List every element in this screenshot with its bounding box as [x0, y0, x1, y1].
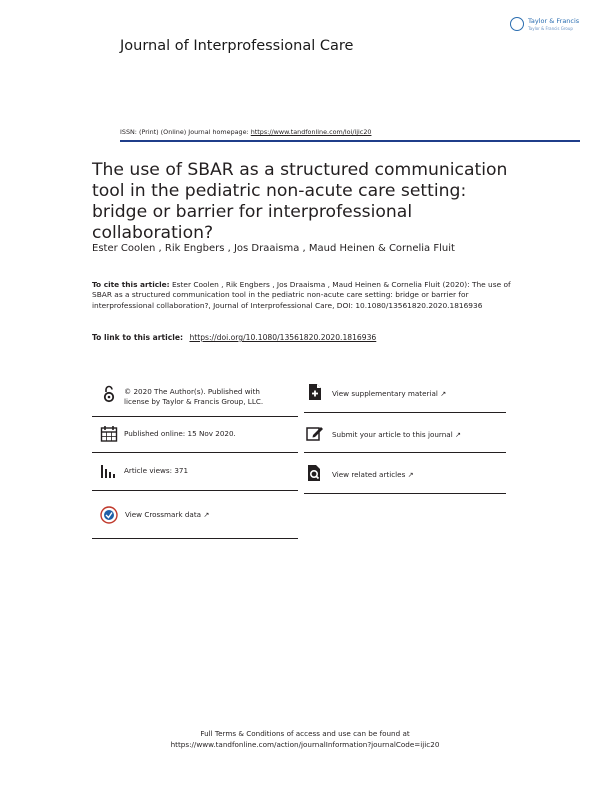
- submit-text: Submit your article to this journal: [332, 430, 453, 439]
- cite-text: Ester Coolen , Rik Engbers , Jos Draaisma , Maud Heinen & Cornelia Fluit (2020): The use of SBAR as a structured communication tool in the pediatric non-acute care setting: bridge or barrier for interprofessional collaboration?, Journal of Interprofessional Care, DOI: 10.1080/13561820.2020.1816936: [92, 280, 511, 310]
- issn-label: ISSN: (Print) (Online) Journal homepage:: [120, 128, 249, 136]
- views-text: Article views: 371: [124, 466, 189, 475]
- publisher-logo: [510, 15, 590, 37]
- crossmark-icon: [100, 506, 118, 524]
- publisher-name: Taylor & Francis: [528, 17, 580, 25]
- header-divider: [120, 140, 580, 142]
- footer-line-1: Full Terms & Conditions of access and use can be found at: [200, 729, 410, 738]
- related-articles-link[interactable]: [306, 464, 506, 484]
- license-line-1: © 2020 The Author(s). Published with: [124, 387, 260, 396]
- author-list: Ester Coolen , Rik Engbers , Jos Draaisma , Maud Heinen & Cornelia Fluit: [92, 243, 455, 254]
- article-title: The use of SBAR as a structured communication tool in the pediatric non-acute care setting: bridge or barrier for interprofessional collaboration?: [92, 160, 508, 243]
- meta-divider: [304, 412, 506, 413]
- footer-terms: [150, 728, 460, 750]
- supplementary-text: View supplementary material: [332, 389, 438, 398]
- license-line-2: license by Taylor & Francis Group, LLC.: [124, 397, 264, 406]
- meta-divider: [304, 493, 506, 494]
- published-date: [100, 425, 300, 445]
- doi-link[interactable]: https://doi.org/10.1080/13561820.2020.1816936: [189, 333, 377, 342]
- meta-divider: [92, 452, 298, 453]
- journal-title: Journal of Interprofessional Care: [120, 38, 354, 54]
- bar-chart-icon: [100, 462, 118, 480]
- crossmark-text: View Crossmark data: [125, 510, 202, 519]
- issn-line: [120, 128, 371, 136]
- meta-divider: [92, 416, 298, 417]
- external-link-icon: ↗: [440, 389, 447, 398]
- external-link-icon: ↗: [203, 510, 210, 519]
- calendar-icon: [100, 425, 118, 443]
- external-link-icon: ↗: [407, 470, 414, 479]
- open-access-license: [100, 385, 300, 409]
- open-access-icon: [100, 385, 118, 403]
- crossmark-link[interactable]: [100, 506, 300, 526]
- citation-block: [92, 280, 522, 311]
- publisher-sub: Taylor & Francis Group: [528, 26, 573, 31]
- file-plus-icon: [306, 383, 324, 401]
- publisher-logo-icon: [510, 17, 524, 31]
- published-text: Published online: 15 Nov 2020.: [124, 429, 236, 438]
- edit-icon: [306, 424, 324, 442]
- cite-label: To cite this article:: [92, 280, 170, 289]
- meta-divider: [304, 452, 506, 453]
- link-label: To link to this article:: [92, 333, 184, 342]
- related-text: View related articles: [332, 470, 406, 479]
- article-views: [100, 462, 300, 482]
- article-link-line: [92, 333, 376, 342]
- meta-divider: [92, 490, 298, 491]
- footer-journal-info-link[interactable]: https://www.tandfonline.com/action/journalInformation?journalCode=ijic20: [170, 740, 440, 749]
- journal-homepage-link[interactable]: https://www.tandfonline.com/loi/ijic20: [250, 128, 372, 136]
- supplementary-link[interactable]: [306, 383, 506, 403]
- external-link-icon: ↗: [455, 430, 462, 439]
- meta-divider: [92, 538, 298, 539]
- submit-article-link[interactable]: [306, 424, 506, 444]
- search-document-icon: [306, 464, 324, 482]
